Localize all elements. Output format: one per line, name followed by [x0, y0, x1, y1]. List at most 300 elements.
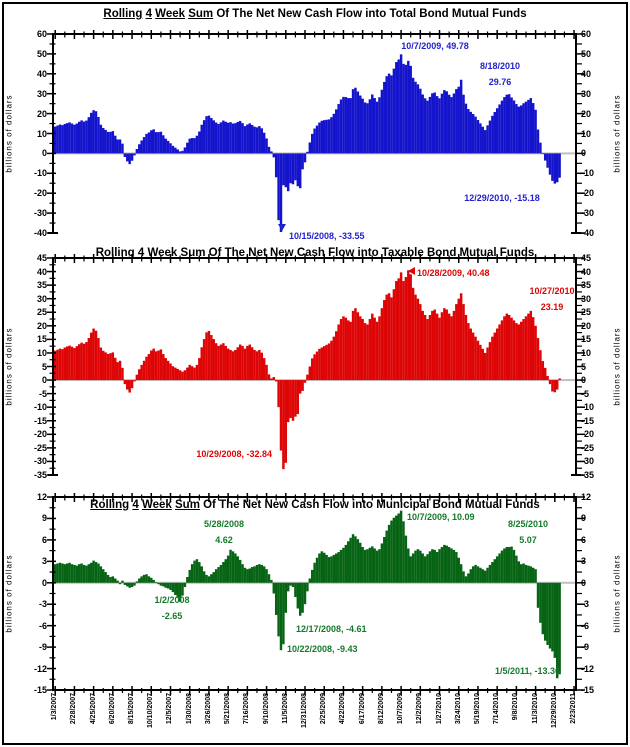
bar — [277, 380, 279, 407]
bar — [318, 553, 320, 582]
y-tick-label-left: 35 — [36, 280, 47, 291]
bar — [433, 93, 435, 154]
annotation-line: 12/29/2010, -15.18 — [464, 193, 540, 203]
bar — [251, 125, 253, 153]
bar — [522, 563, 524, 582]
y-tick-label-right: -15 — [581, 685, 595, 695]
x-tick-minor — [372, 688, 373, 693]
bar — [191, 564, 193, 583]
bar — [140, 576, 142, 582]
x-tick-label: 10/10/2007 — [147, 693, 155, 729]
bar — [301, 583, 303, 613]
bar — [337, 104, 339, 153]
y-tick-minor — [576, 400, 582, 401]
bar — [376, 102, 378, 154]
bar — [366, 103, 368, 153]
bar — [162, 135, 164, 153]
y-tick-minor — [50, 264, 56, 265]
y-tick-major — [47, 192, 56, 194]
y-tick-major — [47, 284, 56, 286]
bar — [104, 352, 106, 380]
annotation-line: 8/25/2010 — [507, 519, 549, 529]
bar — [140, 365, 142, 380]
bar — [309, 367, 311, 381]
x-tick-minor — [237, 688, 238, 693]
y-tick-label-left: -3 — [38, 599, 47, 610]
bar — [294, 583, 296, 597]
bar — [270, 151, 272, 153]
annotation — [289, 228, 365, 244]
bar — [378, 549, 380, 583]
y-tick-minor — [576, 657, 582, 658]
bar — [347, 541, 349, 582]
bar — [431, 549, 433, 583]
y-tick-label-left: 25 — [36, 307, 47, 318]
bar — [522, 319, 524, 380]
bar — [465, 104, 467, 154]
bar — [501, 101, 503, 154]
bar — [253, 350, 255, 380]
y-tick-minor — [576, 143, 582, 144]
bar — [518, 561, 520, 582]
bar — [148, 576, 150, 582]
bar — [246, 125, 248, 154]
bar — [102, 128, 104, 153]
bar — [316, 352, 318, 380]
y-tick-minor — [50, 550, 56, 551]
bar — [201, 566, 203, 582]
bar — [124, 583, 126, 585]
bar — [551, 583, 553, 652]
bar — [515, 556, 517, 583]
y-tick-minor — [576, 264, 582, 265]
y-tick-label-right: 10 — [581, 128, 592, 139]
bar — [229, 350, 231, 380]
x-tick-label: 4/25/2007 — [89, 693, 97, 725]
bar — [256, 351, 258, 380]
bar — [311, 134, 313, 154]
bar — [530, 311, 532, 380]
bar — [402, 64, 404, 154]
bar — [321, 551, 323, 582]
annotation-line: 10/22/2008, -9.43 — [287, 644, 358, 654]
y-tick-label-left: -9 — [38, 642, 47, 653]
bar — [102, 351, 104, 380]
bar — [345, 318, 347, 380]
y-tick-major — [47, 312, 56, 314]
x-tick-minor — [64, 688, 65, 693]
y-tick-label-left: 3 — [41, 556, 47, 567]
x-tick-major — [343, 30, 345, 39]
bar — [525, 565, 527, 583]
title-underlined-word: Week — [141, 499, 172, 511]
y-tick-minor — [50, 440, 56, 441]
bar — [426, 101, 428, 154]
x-tick-label: 3/26/2008 — [204, 693, 212, 725]
x-tick-minor — [314, 32, 315, 38]
bar — [61, 563, 63, 582]
bar — [294, 380, 296, 417]
bar — [246, 346, 248, 380]
y-tick-label-right: 40 — [581, 266, 592, 277]
bar — [201, 347, 203, 380]
y-tick-major — [47, 518, 56, 520]
x-tick-major — [304, 30, 306, 39]
bar — [66, 123, 68, 153]
bar — [143, 137, 145, 153]
bar — [150, 130, 152, 153]
bar — [193, 138, 195, 153]
y-tick-minor — [50, 427, 56, 428]
y-tick-label-left: -25 — [33, 442, 47, 453]
bar — [73, 565, 75, 583]
bar — [116, 139, 118, 153]
bar — [400, 511, 402, 583]
bar — [390, 521, 392, 583]
y-tick-label-right: 60 — [581, 29, 592, 39]
bar — [448, 547, 450, 583]
bar — [342, 97, 344, 154]
y-tick-label-right: -5 — [581, 388, 590, 399]
bar — [169, 583, 171, 590]
bar — [222, 562, 224, 583]
bar — [280, 583, 282, 650]
x-tick-label: 1/30/2008 — [185, 693, 193, 725]
bar — [426, 319, 428, 380]
bar — [85, 566, 87, 583]
y-tick-minor — [576, 571, 582, 572]
bar — [503, 316, 505, 380]
bar — [513, 100, 515, 153]
bar — [537, 130, 539, 154]
bar — [508, 547, 510, 583]
y-tick-label-left: 30 — [36, 293, 47, 304]
bar — [237, 347, 239, 380]
bar — [496, 108, 498, 153]
bar — [109, 577, 111, 583]
bar — [237, 122, 239, 153]
bar — [349, 98, 351, 153]
x-tick-minor — [180, 32, 181, 38]
y-tick-label-left: -15 — [33, 685, 47, 695]
bar — [225, 559, 227, 583]
bar — [345, 97, 347, 153]
bar — [220, 565, 222, 583]
title-underlined-word: 4 — [132, 499, 139, 511]
annotation-line: 5/28/2008 — [203, 519, 245, 529]
bar — [539, 350, 541, 380]
y-axis-caption-left: billions of dollars — [4, 94, 14, 173]
bar — [253, 127, 255, 154]
bar — [412, 553, 414, 582]
y-tick-minor — [50, 359, 56, 360]
bar — [71, 347, 73, 380]
bar — [465, 315, 467, 380]
x-tick-major — [170, 30, 172, 39]
bar — [357, 312, 359, 380]
bar — [402, 281, 404, 380]
annotation — [380, 663, 560, 679]
x-tick-minor — [141, 32, 142, 38]
annotation — [417, 265, 490, 281]
bar — [191, 138, 193, 153]
x-tick-label: 11/3/2010 — [531, 693, 539, 724]
y-tick-minor — [576, 222, 582, 223]
bar — [546, 583, 548, 645]
bar — [496, 329, 498, 381]
y-tick-minor — [50, 614, 56, 615]
bar — [397, 278, 399, 380]
x-tick-label: 4/22/2009 — [339, 693, 347, 725]
y-tick-minor — [50, 143, 56, 144]
y-tick-label-right: -10 — [581, 402, 595, 413]
bar — [489, 342, 491, 380]
bar — [54, 564, 56, 583]
y-tick-label-left: 20 — [36, 108, 47, 119]
bar — [359, 95, 361, 153]
bar — [80, 563, 82, 582]
bar — [474, 565, 476, 583]
bar — [395, 516, 397, 583]
bar — [306, 152, 308, 154]
bar — [369, 319, 371, 380]
bar — [244, 349, 246, 380]
x-tick-major — [573, 30, 575, 39]
y-tick-label-left: -40 — [33, 228, 47, 238]
annotation-arrow-icon — [408, 267, 415, 275]
bar — [352, 311, 354, 380]
y-tick-label-left: 30 — [36, 88, 47, 99]
bar — [66, 563, 68, 582]
title-rest: Of The Net New Cash Flow into Taxable Bond Mutual Funds — [205, 247, 535, 259]
y-tick-major — [47, 153, 56, 155]
bar — [119, 361, 121, 380]
bar — [424, 556, 426, 582]
bar — [145, 134, 147, 154]
title-underlined-word: Rolling — [103, 8, 143, 20]
bar — [527, 566, 529, 583]
bar — [357, 92, 359, 154]
x-tick-minor — [199, 32, 200, 38]
bar — [275, 380, 277, 381]
y-tick-label-right: -15 — [581, 415, 595, 426]
bar — [371, 314, 373, 380]
bar — [126, 153, 128, 161]
y-tick-label-right: 6 — [581, 534, 587, 545]
y-tick-label-right: -20 — [581, 188, 595, 199]
title-underlined-word: 4 — [137, 247, 145, 259]
bar — [549, 153, 551, 174]
y-tick-label-left: 40 — [36, 68, 47, 79]
bar — [309, 578, 311, 582]
bar — [124, 380, 126, 384]
x-tick-label: 5/21/2008 — [224, 693, 232, 725]
bar — [64, 124, 66, 153]
bar — [97, 117, 99, 153]
annotation-line: 4.62 — [215, 535, 233, 545]
bar — [361, 547, 363, 583]
bar — [446, 310, 448, 381]
annotation-line: 10/28/2009, 40.48 — [417, 268, 490, 278]
bar — [160, 349, 162, 380]
y-tick-label-left: 20 — [36, 320, 47, 331]
bar — [534, 569, 536, 583]
bar — [138, 144, 140, 153]
y-tick-major — [47, 434, 56, 436]
bar — [184, 147, 186, 153]
bar — [136, 149, 138, 153]
y-tick-minor — [50, 203, 56, 204]
bar — [443, 308, 445, 380]
bar — [64, 348, 66, 381]
bar — [258, 350, 260, 380]
bar — [546, 376, 548, 380]
bar — [388, 525, 390, 583]
y-tick-label-right: -6 — [581, 620, 590, 631]
bar — [424, 315, 426, 380]
bar — [458, 299, 460, 380]
y-tick-major — [47, 539, 56, 541]
x-tick-label: 9/8/2010 — [512, 693, 520, 721]
y-tick-major — [47, 271, 56, 273]
annotation-line: 10/15/2008, -33.55 — [289, 231, 365, 241]
annotation-line: 12/17/2008, -4.61 — [296, 624, 367, 634]
bar — [282, 583, 284, 644]
y-tick-label-left: -15 — [33, 415, 47, 426]
x-tick-minor — [564, 688, 565, 693]
y-tick-minor — [576, 636, 582, 637]
bar — [191, 366, 193, 380]
bar — [383, 82, 385, 153]
bar — [174, 148, 176, 154]
y-tick-label-right: 50 — [581, 48, 592, 59]
bar — [494, 333, 496, 380]
x-tick-minor — [449, 32, 450, 38]
x-tick-minor — [545, 32, 546, 38]
x-tick-label: 9/10/2008 — [262, 693, 270, 725]
annotation-line: 10/27/2010 — [529, 286, 575, 296]
bar — [446, 91, 448, 153]
bar — [193, 368, 195, 380]
bar — [388, 293, 390, 380]
bar — [100, 348, 102, 381]
bar — [107, 354, 109, 380]
bar — [306, 375, 308, 380]
y-tick-minor — [50, 373, 56, 374]
bar — [285, 583, 287, 613]
bar — [249, 568, 251, 582]
annotation-line: 10/29/2008, -32.84 — [196, 449, 272, 459]
x-tick-major — [535, 30, 537, 39]
y-tick-label-left: -30 — [33, 208, 47, 219]
bar — [213, 120, 215, 153]
bar — [354, 308, 356, 380]
bar — [323, 553, 325, 583]
bar — [76, 124, 78, 154]
bar — [249, 123, 251, 153]
y-tick-minor — [50, 346, 56, 347]
y-tick-label-left: -35 — [33, 470, 47, 480]
bar — [73, 125, 75, 154]
bar — [297, 153, 299, 186]
y-tick-label-right: 15 — [581, 334, 592, 345]
bar — [450, 97, 452, 153]
bar — [482, 569, 484, 583]
y-tick-minor — [576, 679, 582, 680]
bar — [246, 569, 248, 583]
bar — [544, 368, 546, 380]
bar — [554, 153, 556, 183]
bar — [489, 565, 491, 583]
y-tick-minor — [50, 83, 56, 84]
bar — [92, 329, 94, 381]
y-tick-minor — [576, 43, 582, 44]
bar — [482, 127, 484, 154]
title-underlined-word: 4 — [145, 8, 152, 20]
y-tick-minor — [576, 454, 582, 455]
y-tick-major — [47, 113, 56, 115]
x-tick-label: 11/5/2008 — [281, 693, 289, 724]
bar — [542, 583, 544, 634]
bar — [345, 545, 347, 583]
bar — [407, 548, 409, 582]
bar — [335, 553, 337, 582]
y-tick-minor — [50, 63, 56, 64]
x-tick-minor — [333, 32, 334, 38]
y-tick-label-right: 20 — [581, 108, 592, 119]
chart-title-taxable — [0, 247, 630, 259]
bar — [217, 567, 219, 583]
bar — [359, 543, 361, 583]
bar — [453, 94, 455, 154]
bar — [225, 346, 227, 380]
annotation — [438, 516, 618, 548]
bar — [304, 153, 306, 162]
y-tick-label-right: 0 — [581, 577, 587, 588]
bar — [287, 583, 289, 592]
x-tick-minor — [487, 32, 488, 38]
chart-title-municipal — [0, 499, 630, 511]
bar — [479, 568, 481, 583]
bar — [97, 338, 99, 380]
bar — [198, 358, 200, 380]
bar — [510, 97, 512, 153]
bar — [354, 88, 356, 154]
bar — [448, 95, 450, 154]
x-tick-label: 2/28/2007 — [70, 693, 78, 725]
bar — [385, 295, 387, 380]
annotation-line: 23.19 — [540, 302, 564, 312]
bar — [335, 331, 337, 380]
bar — [477, 120, 479, 153]
bar — [311, 358, 313, 380]
x-tick-major — [112, 30, 114, 39]
bar — [366, 324, 368, 380]
bar — [203, 339, 205, 380]
bar — [402, 521, 404, 582]
y-tick-label-right: 5 — [581, 361, 587, 372]
bar — [270, 580, 272, 583]
bar — [390, 297, 392, 380]
bar — [232, 351, 234, 380]
x-tick-minor — [64, 32, 65, 38]
bar — [61, 349, 63, 380]
bar — [405, 65, 407, 154]
bar — [369, 99, 371, 153]
bar — [544, 583, 546, 641]
annotation-line: 10/7/2009, 10.09 — [407, 512, 475, 522]
y-tick-minor — [50, 163, 56, 164]
